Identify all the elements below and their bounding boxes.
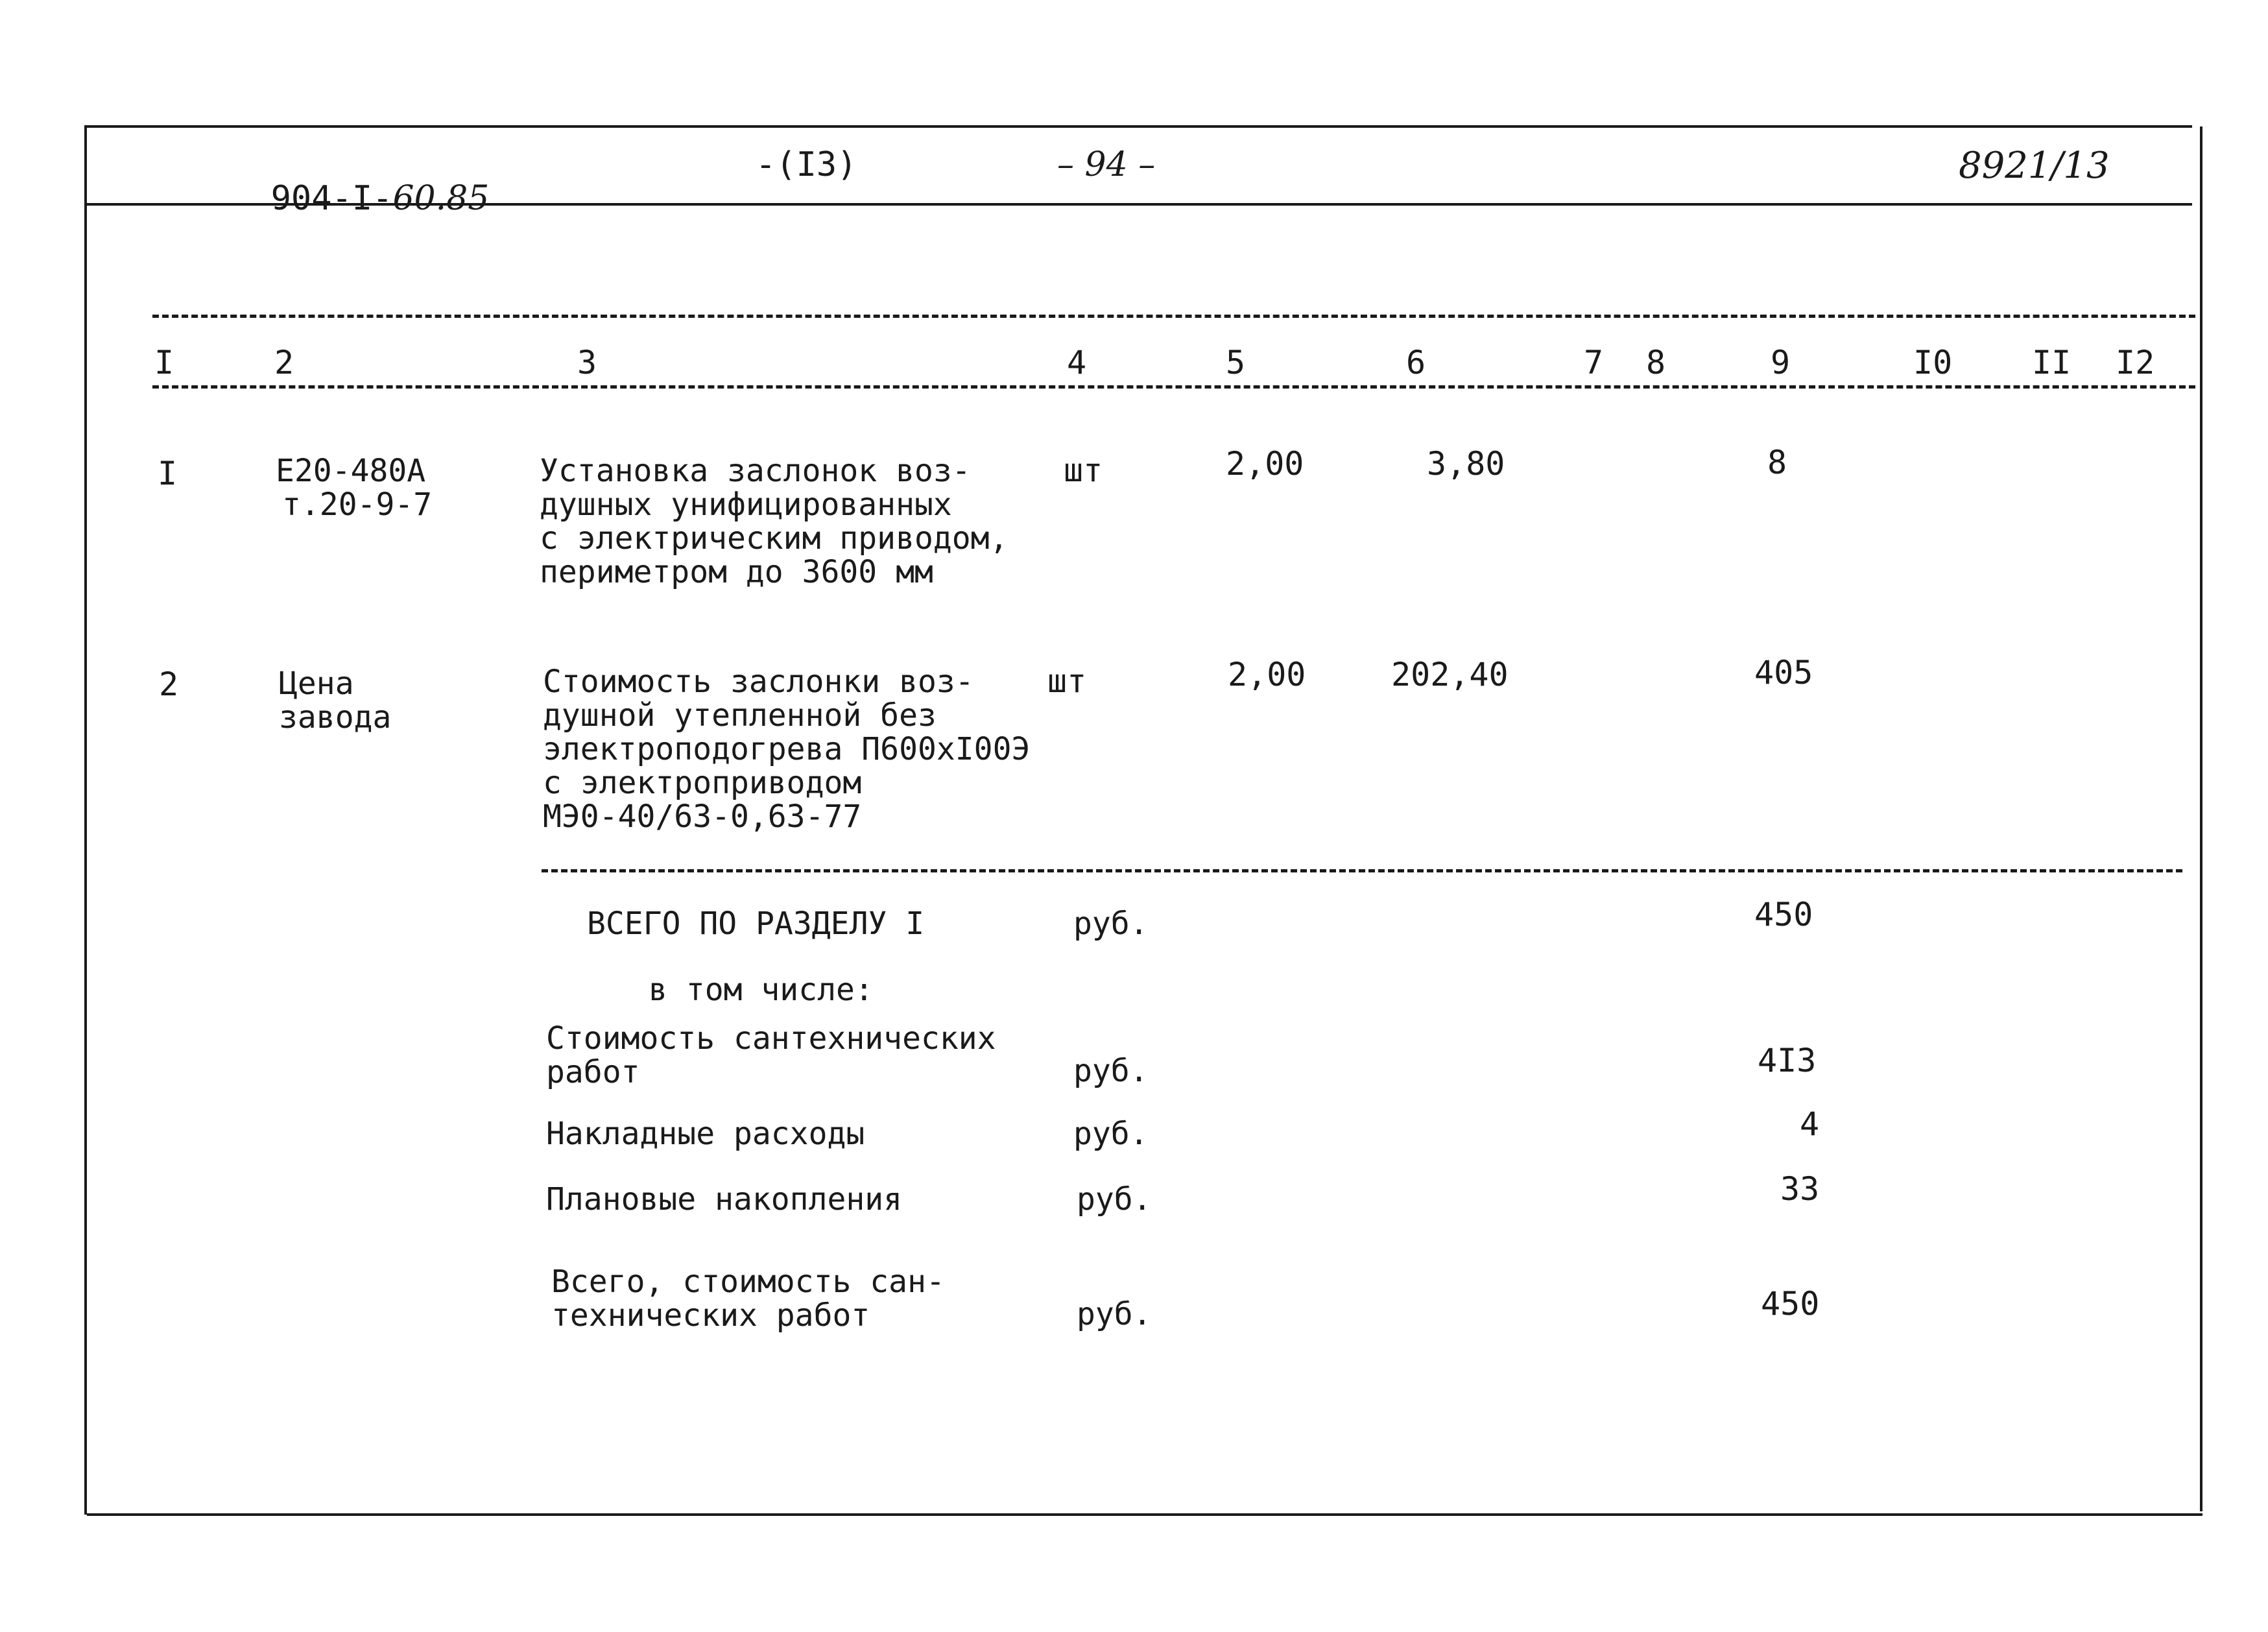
frame-top-line <box>84 125 2192 128</box>
row-unit-price: 3,80 <box>1427 445 1505 483</box>
section-total-unit: руб. <box>1073 906 1149 942</box>
column-number: II <box>2032 344 2071 381</box>
frame-left-line <box>84 126 87 1515</box>
row-unit: шт <box>1047 662 1087 700</box>
column-number: 9 <box>1771 344 1791 381</box>
row-name-line: душной утепленной без <box>543 697 937 734</box>
row-total: 405 <box>1754 654 1813 691</box>
section-number: -(I3) <box>756 145 857 184</box>
row-unit-price: 202,40 <box>1391 656 1509 693</box>
column-number: 4 <box>1067 344 1087 381</box>
row-quantity: 2,00 <box>1226 445 1304 483</box>
column-number: I0 <box>1913 344 1953 381</box>
column-number: 6 <box>1406 344 1426 381</box>
summary-item-value: 4 <box>1800 1105 1820 1143</box>
row-number: 2 <box>159 666 179 703</box>
document-code-handwritten: 60.85 <box>392 179 490 218</box>
summary-item-value: 450 <box>1761 1285 1820 1323</box>
row-name-line: с электрическим приводом, <box>540 520 1009 557</box>
section-total-label: ВСЕГО ПО РАЗДЕЛУ I <box>587 906 925 942</box>
row-name-line: электроподогрева П600хI00Э <box>543 731 1031 767</box>
row-code-line: т.20-9-7 <box>282 486 433 523</box>
column-header-dashed-line <box>152 385 2195 389</box>
summary-item-unit: руб. <box>1073 1053 1149 1089</box>
including-label: в том числе: <box>649 972 874 1008</box>
summary-item-value: 4I3 <box>1758 1042 1817 1079</box>
summary-item-unit: руб. <box>1077 1296 1152 1332</box>
row-quantity: 2,00 <box>1228 656 1306 693</box>
row-total: 8 <box>1767 444 1787 481</box>
frame-right-line <box>2200 126 2202 1511</box>
section-total-value: 450 <box>1754 896 1813 933</box>
row-name-line: с электроприводом <box>543 765 862 801</box>
summary-item-unit: руб. <box>1073 1116 1149 1152</box>
row-name-line: МЭ0-40/63-0,63-77 <box>543 798 862 835</box>
table-top-dashed-line <box>152 315 2195 318</box>
sheet-number: 8921/13 <box>1959 145 2110 187</box>
document-code-prefix: 904-I- <box>270 179 393 218</box>
row-code-line: Цена <box>279 666 354 702</box>
column-number: I <box>154 344 174 381</box>
column-number: 3 <box>577 344 597 381</box>
summary-item-label: работ <box>546 1054 640 1090</box>
column-number: I2 <box>2116 344 2155 381</box>
summary-dashed-line <box>542 869 2182 872</box>
summary-item-unit: руб. <box>1077 1181 1152 1218</box>
column-number: 2 <box>274 344 294 381</box>
row-name-line: душных унифицированных <box>540 486 952 523</box>
row-name-line: Стоимость заслонки воз- <box>543 664 974 700</box>
summary-item-label: Накладные расходы <box>546 1116 865 1152</box>
row-number: I <box>158 455 178 492</box>
summary-item-label: технических работ <box>551 1297 870 1334</box>
row-code-line: завода <box>279 699 392 736</box>
summary-item-label: Стоимость сантехнических <box>546 1020 996 1057</box>
summary-item-label: Всего, стоимость сан- <box>551 1264 945 1300</box>
column-number: 5 <box>1226 344 1246 381</box>
summary-item-label: Плановые накопления <box>546 1181 903 1218</box>
page-number: – 94 – <box>1057 145 1156 184</box>
frame-bottom-line <box>87 1513 2202 1516</box>
column-number: 8 <box>1646 344 1666 381</box>
row-name-line: периметром до 3600 мм <box>540 554 933 590</box>
row-name-line: Установка заслонок воз- <box>540 453 971 489</box>
column-number: 7 <box>1584 344 1604 381</box>
summary-item-value: 33 <box>1780 1170 1820 1208</box>
document-code <box>230 148 490 218</box>
row-code-line: Е20-480А <box>276 453 426 489</box>
row-unit: шт <box>1064 451 1103 489</box>
